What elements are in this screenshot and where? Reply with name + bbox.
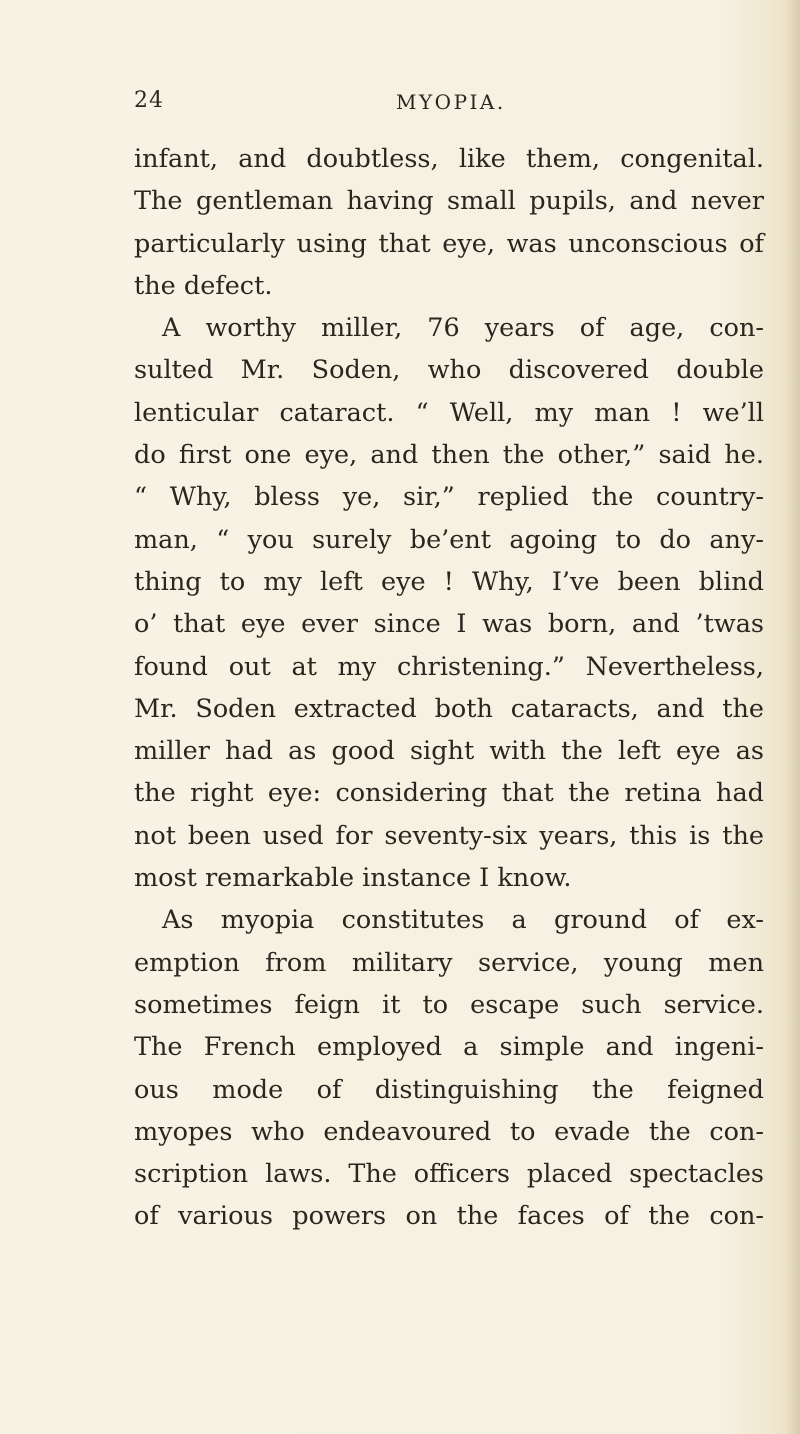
text-line: The gentleman having small pupils, and never [134, 186, 764, 217]
text-line: A worthy miller, 76 years of age, con- [162, 313, 764, 344]
text-line: “ Why, bless ye, sir,” replied the country- [134, 482, 764, 513]
text-line: of various powers on the faces of the con- [134, 1201, 764, 1232]
page-edge-shadow [786, 0, 800, 1434]
text-line: sometimes feign it to escape such service. [134, 989, 764, 1020]
text-line: Mr. Soden extracted both cataracts, and the [134, 693, 764, 724]
page-header [134, 88, 754, 124]
text-line: the right eye: considering that the retina had [134, 778, 764, 809]
text-line: The French employed a simple and ingeni- [134, 1032, 764, 1063]
text-line: ous mode of distinguishing the feigned [134, 1074, 764, 1105]
text-line: emption from military service, young men [134, 947, 764, 978]
text-line: not been used for seventy-six years, this is the [134, 820, 764, 851]
text-line: the defect. [134, 270, 273, 301]
text-line: thing to my left eye ! Why, I’ve been blind [134, 566, 764, 597]
running-head: MYOPIA. [396, 90, 506, 114]
text-line: found out at my christening.” Nevertheless, [134, 651, 764, 682]
text-line: do first one eye, and then the other,” said he. [134, 440, 764, 471]
text-line: lenticular cataract. “ Well, my man ! we’ll [134, 397, 764, 428]
text-line: scription laws. The officers placed spectacles [134, 1159, 764, 1190]
text-line: most remarkable instance I know. [134, 863, 572, 894]
text-line: man, “ you surely be’ent agoing to do any- [134, 524, 764, 555]
text-line: myopes who endeavoured to evade the con- [134, 1116, 764, 1147]
text-line: particularly using that eye, was unconscious of [134, 228, 764, 259]
page-number: 24 [134, 88, 164, 113]
text-line: As myopia constitutes a ground of ex- [162, 905, 764, 936]
text-line: miller had as good sight with the left eye as [134, 736, 764, 767]
text-line: infant, and doubtless, like them, congenital. [134, 144, 764, 174]
text-line: o’ that eye ever since I was born, and ’twas [134, 609, 764, 640]
text-line: sulted Mr. Soden, who discovered double [134, 355, 764, 386]
body-text [134, 138, 764, 1238]
